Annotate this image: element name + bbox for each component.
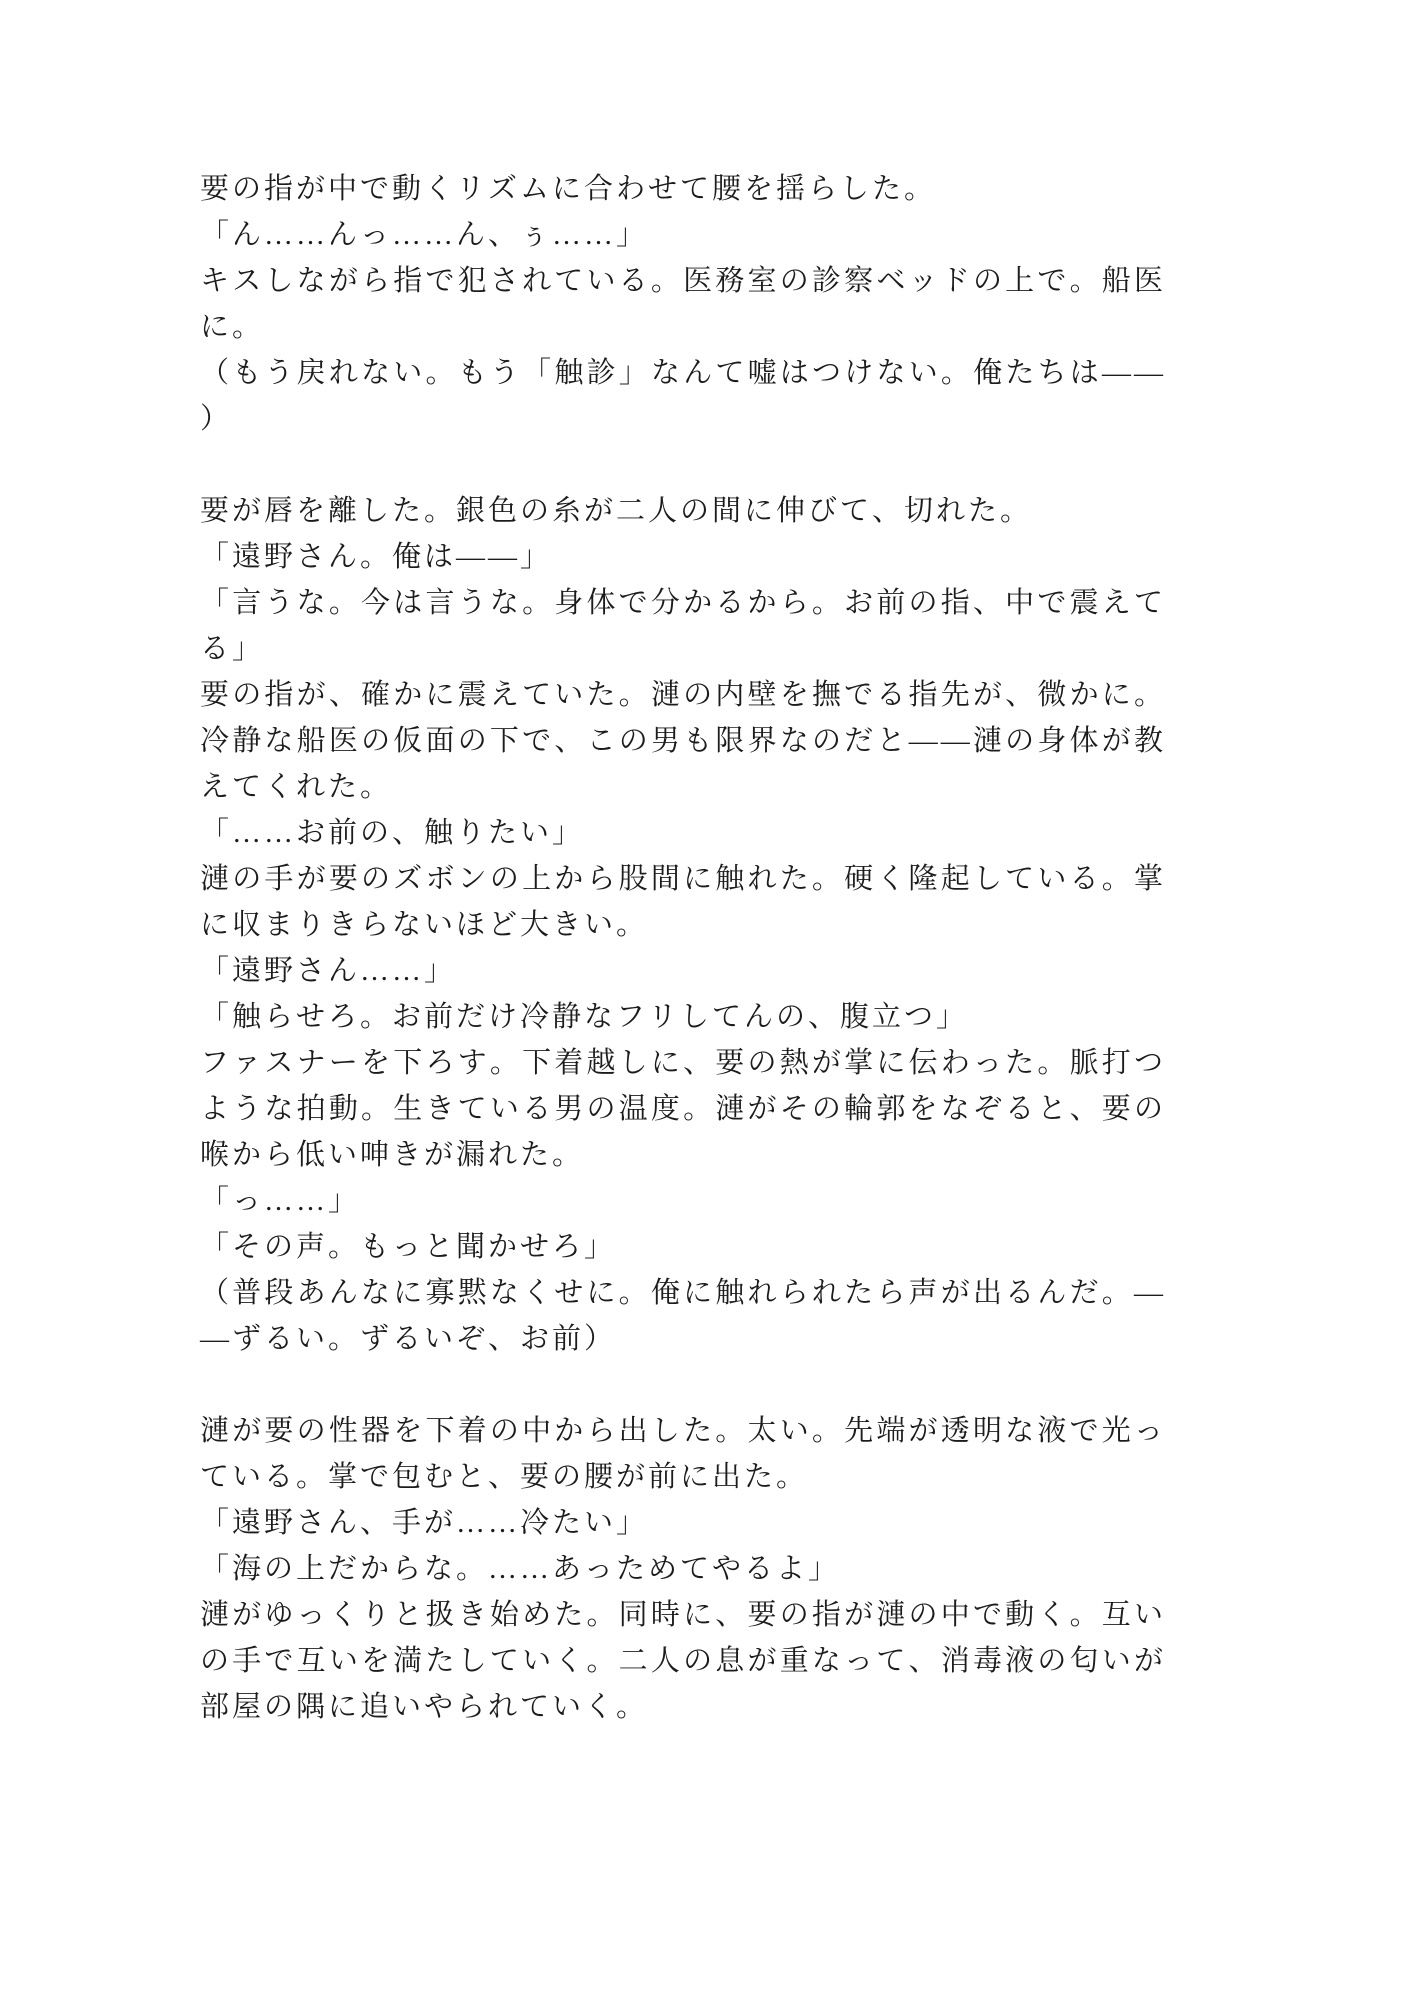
text-line: 「遠野さん。俺は――」 (200, 541, 553, 573)
text-line: ―ずるい。ずるいぞ、お前） (200, 1323, 617, 1355)
text-line: ） (200, 403, 233, 435)
text-line: 「言うな。今は言うな。身体で分かるから。お前の指、中で震えて (200, 587, 1166, 619)
text-line: 漣が要の性器を下着の中から出した。太い。先端が透明な液で光っ (200, 1415, 1166, 1447)
text-line: 「その声。もっと聞かせろ」 (200, 1231, 617, 1263)
text-line: 漣の手が要のズボンの上から股間に触れた。硬く隆起している。掌 (200, 863, 1166, 895)
text-line: 「遠野さん、手が……冷たい」 (200, 1507, 649, 1539)
text-content (200, 166, 1166, 1730)
blank-line (200, 442, 1166, 488)
text-line: 「ん……んっ……ん、ぅ……」 (200, 219, 649, 251)
text-line: に収まりきらないほど大きい。 (200, 909, 649, 941)
text-line: 「触らせろ。お前だけ冷静なフリしてんの、腹立つ」 (200, 1001, 969, 1033)
text-line: 要が唇を離した。銀色の糸が二人の間に伸びて、切れた。 (200, 495, 1033, 527)
text-line: （もう戻れない。もう「触診」なんて嘘はつけない。俺たちは―― (200, 357, 1166, 389)
blank-line (200, 1362, 1166, 1408)
text-line: 冷静な船医の仮面の下で、この男も限界なのだと――漣の身体が教 (200, 725, 1166, 757)
text-line: の手で互いを満たしていく。二人の息が重なって、消毒液の匂いが (200, 1645, 1166, 1677)
text-line: る」 (200, 633, 265, 665)
text-line: 要の指が、確かに震えていた。漣の内壁を撫でる指先が、微かに。 (200, 679, 1166, 711)
text-line: 漣がゆっくりと扱き始めた。同時に、要の指が漣の中で動く。互い (200, 1599, 1166, 1631)
text-line: キスしながら指で犯されている。医務室の診察ベッドの上で。船医 (200, 265, 1166, 297)
text-line: 喉から低い呻きが漏れた。 (200, 1139, 585, 1171)
text-line: に。 (200, 311, 265, 343)
text-line: ような拍動。生きている男の温度。漣がその輪郭をなぞると、要の (200, 1093, 1166, 1125)
text-line: 要の指が中で動くリズムに合わせて腰を揺らした。 (200, 173, 937, 205)
text-line: ている。掌で包むと、要の腰が前に出た。 (200, 1461, 809, 1493)
text-line: 「っ……」 (200, 1185, 361, 1217)
text-line: 「海の上だからな。……あっためてやるよ」 (200, 1553, 841, 1585)
text-line: （普段あんなに寡黙なくせに。俺に触れられたら声が出るんだ。― (200, 1277, 1166, 1309)
text-line: ファスナーを下ろす。下着越しに、要の熱が掌に伝わった。脈打つ (200, 1047, 1166, 1079)
text-line: 部屋の隅に追いやられていく。 (200, 1691, 649, 1723)
text-line: えてくれた。 (200, 771, 393, 803)
text-line: 「……お前の、触りたい」 (200, 817, 585, 849)
text-line: 「遠野さん……」 (200, 955, 457, 987)
